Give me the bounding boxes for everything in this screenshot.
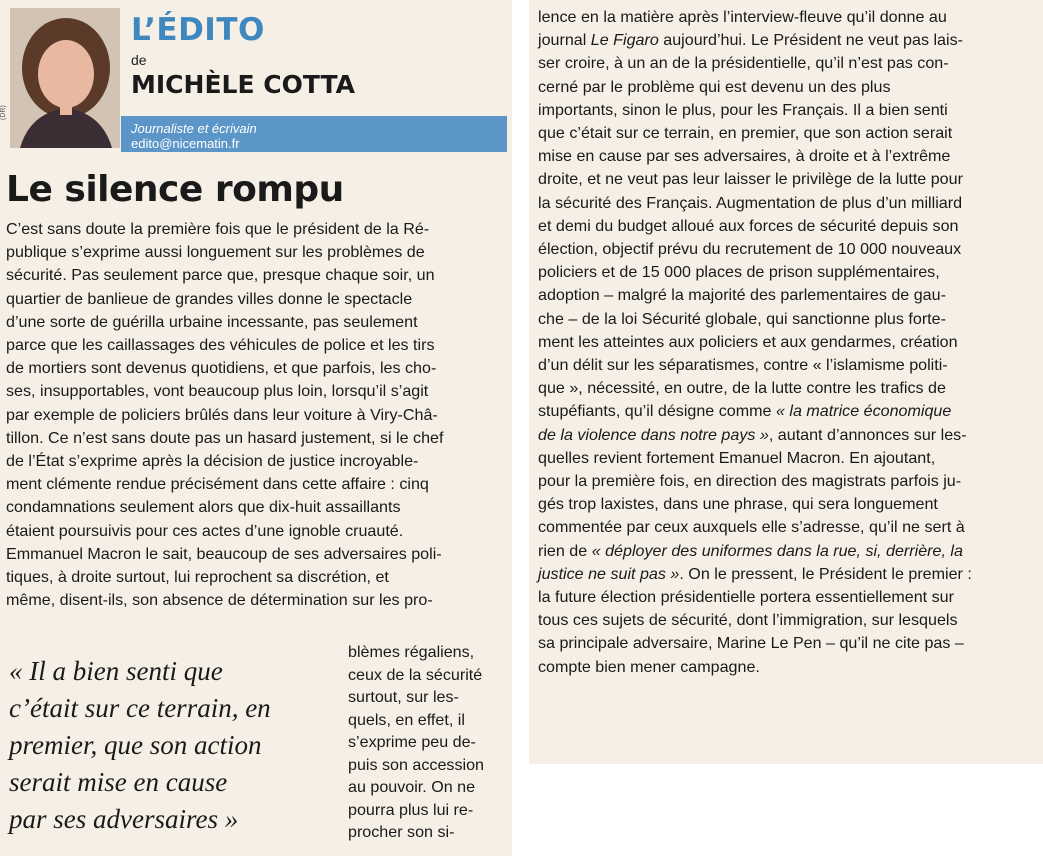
col2-text-a: lence en la matière après l’interview-fleuve qu’il donne au journal bbox=[538, 8, 947, 50]
author-name: MICHÈLE COTTA bbox=[131, 70, 355, 99]
col2-text-c: , autant d’annonces sur les- quelles revient fortement Emanuel Macron. En ajoutant, pour la première fois, en direction des magistrats parfois ju- gés trop laxistes, dans une phrase, qui sera longuement commentée par ceux auxquels elle s’adresse, qu’il ne sert à rien de bbox=[538, 425, 967, 560]
article-body-col1: C’est sans doute la première fois que le président de la Ré- publique s’exprime aussi longuement sur les problèmes de sécurité. Pas seulement parce que, presque chaque soir, un quartier de banlieue de grandes villes donne le spectacle d’une sorte de guérilla urbaine incessante, pas seulement parce que les caillassages des véhicules de police et les tirs de mortiers sont devenus quotidiens, et que parfois, les cho- ses, insupportables, vont beaucoup plus loin, lorsqu’il s’agit par exemple de policiers brûlés dans leur voiture à Viry-Châ- tillon. Ce n’est sans doute pas un hasard justement, si le chef de l’État s’exprime après la décision de justice incroyable- ment clémente rendue précisément dans cette affaire : cinq condamnations seulement alors que dix-huit assaillants étaient poursuivis pour ces actes d’une ignoble cruauté. Emmanuel Macron le sait, beaucoup de ses adversaires poli- tiques, à droite surtout, lui reprochent sa discrétion, et même, disent-ils, son absence de détermination sur les pro- bbox=[6, 220, 444, 610]
article-body-side: blèmes régaliens, ceux de la sécurité surtout, sur les- quels, en effet, il s’exprime peu de- puis son accession au pouvoir. On ne pourra plus lui re- procher son si- bbox=[348, 643, 484, 841]
photo-credit: (DR) bbox=[0, 105, 7, 120]
author-photo bbox=[10, 8, 120, 148]
col2-quote-2: « déployer des uniformes dans la rue, si, derrière, la justice ne suit pas » bbox=[538, 541, 963, 583]
author-role: Journaliste et écrivain bbox=[131, 121, 257, 136]
col2-text-d: . On le pressent, le Président le premier : la future élection présidentielle portera essentiellement sur tous ces sujets de sécurité, dont l’immigration, sur lesquels sa principale adversaire, Marine Le Pen – qu’il ne cite pas – compte bien mener campagne. bbox=[538, 564, 972, 676]
col2-quote-1: « la matrice économique de la violence dans notre pays » bbox=[538, 402, 952, 444]
col2-newspaper: Le Figaro bbox=[590, 31, 659, 50]
col2-text-b: aujourd’hui. Le Président ne veut pas lais- ser croire, à un an de la présidentielle, qu’il n’est pas con- cerné par le problème qui est devenu un des plus importants, sinon le plus, pour les Français. Il a bien senti que c’était sur ce terrain, en premier, que son action serait mise en cause par ses adversaires, à droite et à l’extrême droite, et ne veut pas leur laisser le privilège de la lutte pour la sécurité des Français. Augmentation de plus d’un milliard et demi du budget alloué aux forces de sécurité depuis son élection, objectif prévu du recrutement de 10 000 nouveaux policiers et de 15 000 places de prison supplémentaires, adoption – malgré la majorité des parlementaires de gau- che – de la loi Sécurité globale, qui sanctionne plus forte- ment les atteintes aux policiers et aux gendarmes, création d’un délit sur les séparatismes, contre « l’islamisme politi- que », nécessité, en outre, de la lutte contre les trafics de stupéfiants, qu’il désigne comme bbox=[538, 31, 963, 421]
author-info-box bbox=[121, 116, 507, 152]
pull-quote: « Il a bien senti que c’était sur ce terrain, en premier, que son action serait mise en cause par ses adversaires » bbox=[9, 656, 271, 834]
section-kicker: L’ÉDITO bbox=[131, 12, 265, 48]
article-body-col2 bbox=[538, 6, 1038, 679]
article-title: Le silence rompu bbox=[6, 169, 344, 210]
author-email: edito@nicematin.fr bbox=[131, 136, 240, 151]
byline-de: de bbox=[131, 52, 147, 68]
